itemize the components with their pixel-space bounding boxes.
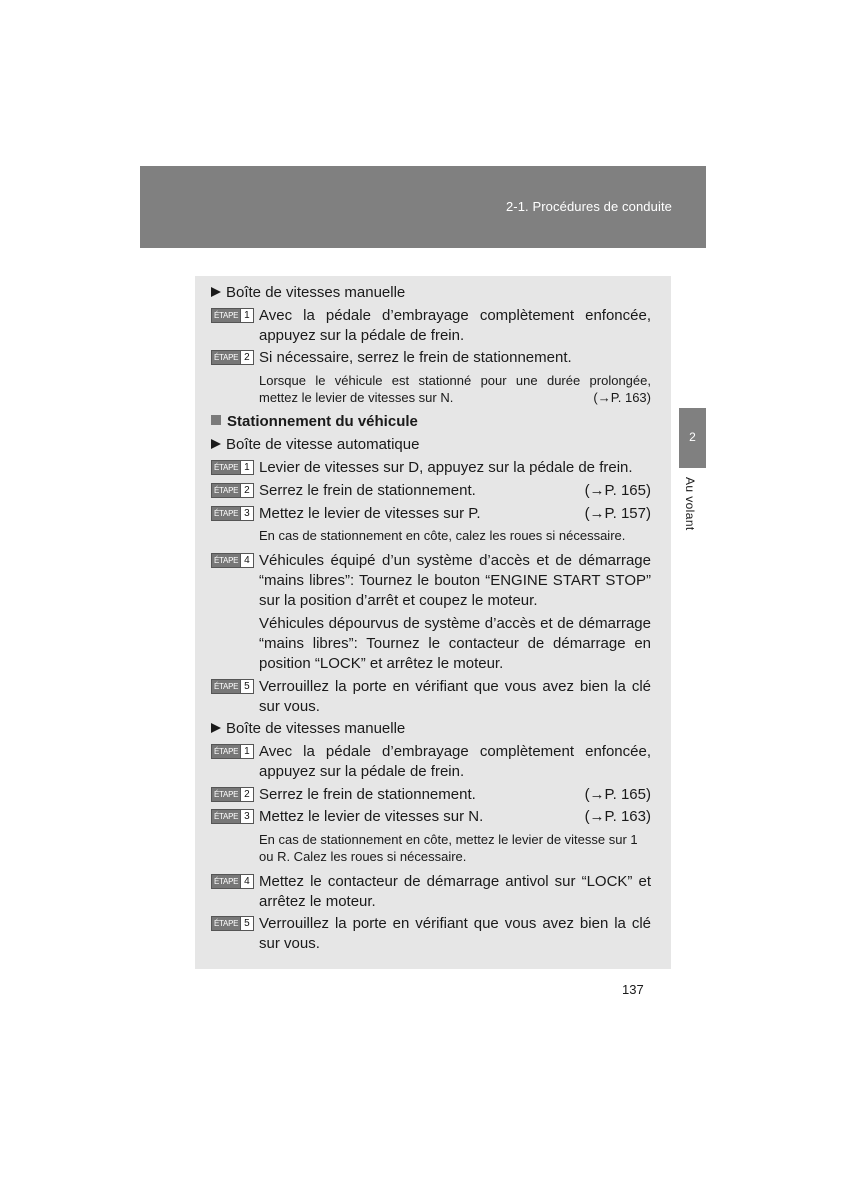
step-badge: ÉTAPE 4 [211,553,254,568]
content-box [195,276,671,969]
auto-step-2: ÉTAPE 2 Serrez le frein de stationnement. (→P. 165) [211,481,651,501]
auto-step-3-note: En cas de stationnement en côte, calez les roues si nécessaire. [259,528,626,543]
page-number: 137 [622,982,644,997]
triangle-bullet-icon [211,287,221,297]
triangle-bullet-icon [211,723,221,733]
manual1-step-1: ÉTAPE 1 Avec la pédale d’embrayage complètement enfoncée, appuyez sur la pédale de frein. [211,306,651,346]
auto-step-1: ÉTAPE 1 Levier de vitesses sur D, appuyez sur la pédale de frein. [211,458,651,478]
step-badge: ÉTAPE 2 [211,350,254,365]
auto-step-4: ÉTAPE 4 Véhicules équipé d’un système d’accès et de démarrage “mains libres”: Tournez le bouton “ENGINE START STOP” sur la position d’arrêt et coupez le moteur. [211,551,651,611]
chapter-tab [679,408,706,468]
step-badge: ÉTAPE 5 [211,679,254,694]
auto-step-3: ÉTAPE 3 Mettez le levier de vitesses sur P. (→P. 157) [211,504,651,524]
subheading-manual-1: Boîte de vitesses manuelle [211,283,651,303]
subheading-manual-2: Boîte de vitesses manuelle [211,719,651,739]
manual2-step-3: ÉTAPE 3 Mettez le levier de vitesses sur N. (→P. 163) [211,807,651,827]
step-badge: ÉTAPE 5 [211,916,254,931]
manual1-step-2: ÉTAPE 2 Si nécessaire, serrez le frein de stationnement. [211,348,651,368]
step-badge: ÉTAPE 1 [211,744,254,759]
section-title: 2-1. Procédures de conduite [505,199,672,214]
auto-step-5: ÉTAPE 5 Verrouillez la porte en vérifiant que vous avez bien la clé sur vous. [211,677,651,717]
step-badge: ÉTAPE 1 [211,460,254,475]
triangle-bullet-icon [211,439,221,449]
chapter-number: 2 [689,430,696,444]
auto-step-4-alt: Véhicules dépourvus de système d’accès et de démarrage “mains libres”: Tournez le contacteur de démarrage en position “LOCK” et arrêtez le moteur. [259,615,651,672]
step-badge: ÉTAPE 3 [211,809,254,824]
chapter-label: Au volant [683,477,697,531]
manual2-step-3-note: En cas de stationnement en côte, mettez le levier de vitesse sur 1 ou R. Calez les roues si nécessaire. [259,832,638,864]
step-badge: ÉTAPE 4 [211,874,254,889]
manual2-step-2: ÉTAPE 2 Serrez le frein de stationnement. (→P. 165) [211,785,651,805]
step-badge: ÉTAPE 3 [211,506,254,521]
step-badge: ÉTAPE 1 [211,308,254,323]
manual1-note: Lorsque le véhicule est stationné pour une durée prolongée, mettez le levier de vitesses sur N. (→P. 163) [259,373,651,405]
subheading-automatic: Boîte de vitesse automatique [211,435,651,455]
manual2-step-1: ÉTAPE 1 Avec la pédale d’embrayage complètement enfoncée, appuyez sur la pédale de frein. [211,742,651,782]
header-band [140,166,706,248]
step-badge: ÉTAPE 2 [211,787,254,802]
manual2-step-4: ÉTAPE 4 Mettez le contacteur de démarrage antivol sur “LOCK” et arrêtez le moteur. [211,872,651,912]
square-bullet-icon [211,415,221,425]
step-badge: ÉTAPE 2 [211,483,254,498]
parking-heading: Stationnement du véhicule [211,412,651,432]
manual2-step-5: ÉTAPE 5 Verrouillez la porte en vérifiant que vous avez bien la clé sur vous. [211,914,651,954]
